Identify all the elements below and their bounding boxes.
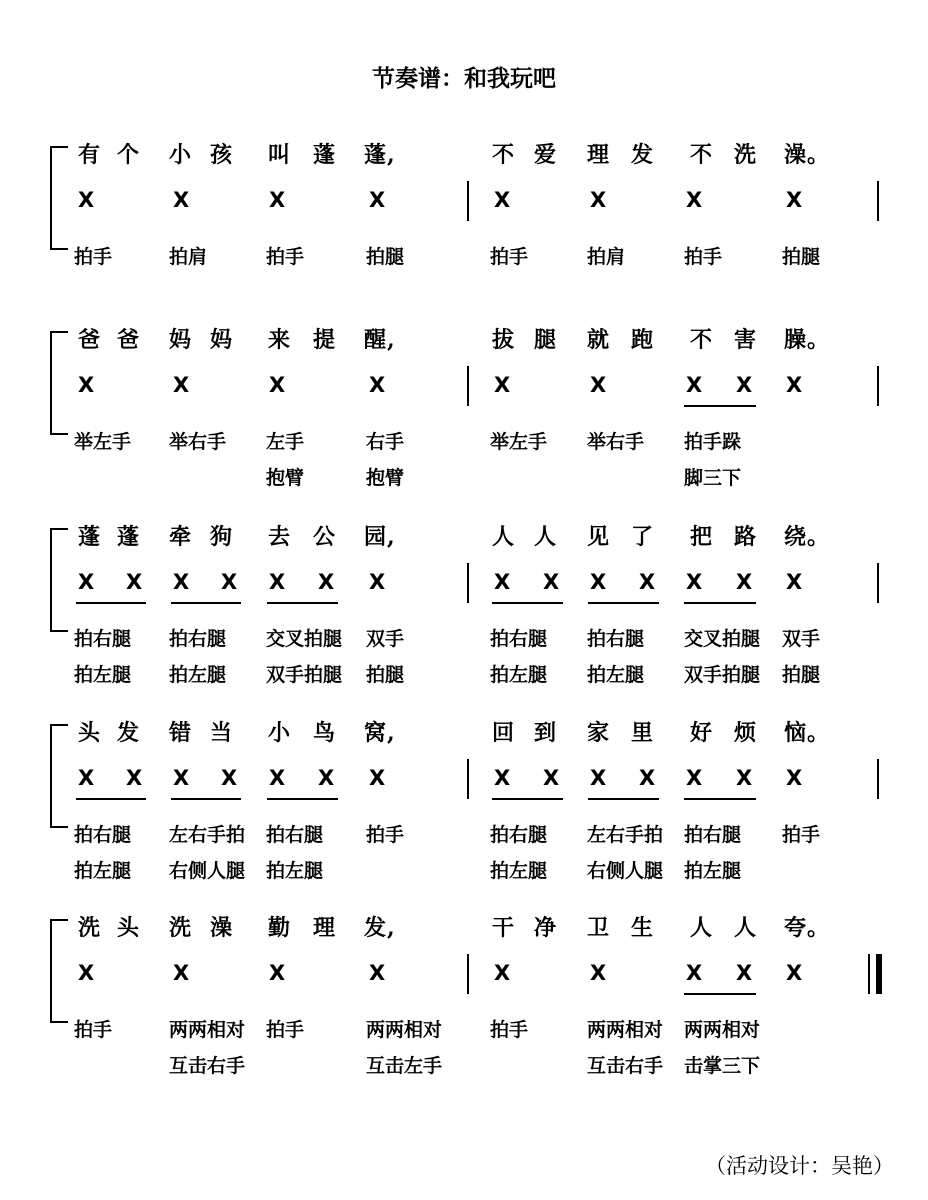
- beat-x: X: [78, 188, 95, 212]
- lyric-char: 卫: [587, 915, 611, 941]
- beat-x: X: [269, 188, 286, 212]
- activity-credit: （活动设计：吴艳）: [705, 1154, 894, 1178]
- action-label-line2: 脚三下: [684, 467, 742, 489]
- action-label: 两两相对: [684, 1019, 761, 1041]
- lyric-char: 臊。: [784, 327, 831, 353]
- beat-x: X: [269, 373, 286, 397]
- lyric-char: 洗: [734, 142, 758, 168]
- lyric-char: 净: [534, 915, 558, 941]
- eighth-beam: [684, 993, 756, 995]
- action-label-line2: 抱臂: [366, 467, 405, 489]
- bracket-top-hook: [50, 919, 68, 921]
- lyric-char: 个: [117, 142, 141, 168]
- bracket-top-hook: [50, 146, 68, 148]
- beat-x: X: [173, 188, 190, 212]
- lyric-char: 小: [268, 720, 292, 746]
- action-label-line2: 互击右手: [169, 1055, 246, 1077]
- lyric-char: 公: [313, 524, 337, 550]
- action-label-line2: 拍腿: [782, 664, 821, 686]
- bar-line-end: [877, 181, 879, 221]
- bracket-top-hook: [50, 331, 68, 333]
- lyric-char: 人: [690, 915, 714, 941]
- lyric-char: 醒,: [364, 327, 396, 353]
- action-label-line2: 抱臂: [266, 467, 305, 489]
- lyric-char: 狗: [210, 524, 234, 550]
- lyric-char: 回: [492, 720, 516, 746]
- beat-x: X: [786, 766, 803, 790]
- action-label: 拍手: [490, 246, 529, 268]
- lyric-char: 腿: [534, 327, 558, 353]
- lyric-char: 妈: [169, 327, 193, 353]
- eighth-beam: [588, 602, 659, 604]
- action-label-line2: 拍左腿: [74, 664, 132, 686]
- beat-x: X: [590, 373, 607, 397]
- lyric-char: 窝,: [364, 720, 396, 746]
- lyric-char: 不: [492, 142, 516, 168]
- bar-line-end: [877, 759, 879, 799]
- beat-x: X: [736, 961, 753, 985]
- bar-line: [467, 563, 469, 603]
- eighth-beam: [492, 798, 563, 800]
- action-label: 拍手: [266, 246, 305, 268]
- action-label-line2: 双手拍腿: [684, 664, 761, 686]
- lyric-char: 见: [587, 524, 611, 550]
- system-bracket: [50, 724, 52, 828]
- lyric-char: 来: [268, 327, 292, 353]
- beat-x: X: [686, 961, 703, 985]
- action-label-line2: 双手拍腿: [266, 664, 343, 686]
- action-label: 左右手拍: [587, 824, 664, 846]
- lyric-char: 妈: [210, 327, 234, 353]
- action-label: 拍肩: [169, 246, 208, 268]
- action-label: 左手: [266, 431, 305, 453]
- lyric-char: 爸: [117, 327, 141, 353]
- action-label-line2: 拍左腿: [684, 860, 742, 882]
- action-label: 左右手拍: [169, 824, 246, 846]
- beat-x: X: [590, 766, 607, 790]
- beat-x: X: [494, 373, 511, 397]
- beat-x: X: [686, 766, 703, 790]
- action-label: 拍手: [684, 246, 723, 268]
- action-label-line2: 拍左腿: [169, 664, 227, 686]
- action-label-line2: 右侧人腿: [587, 860, 664, 882]
- beat-x: X: [369, 373, 386, 397]
- lyric-char: 人: [534, 524, 558, 550]
- action-label: 拍右腿: [490, 824, 548, 846]
- lyric-char: 有: [78, 142, 102, 168]
- beat-x: X: [78, 570, 95, 594]
- action-label: 拍右腿: [490, 628, 548, 650]
- beat-x: X: [590, 961, 607, 985]
- action-label: 交叉拍腿: [266, 628, 343, 650]
- lyric-char: 把: [690, 524, 714, 550]
- beat-x: X: [126, 570, 143, 594]
- lyric-char: 小: [169, 142, 193, 168]
- eighth-beam: [76, 602, 146, 604]
- action-label: 举左手: [490, 431, 548, 453]
- action-label: 拍右腿: [587, 628, 645, 650]
- lyric-char: 园,: [364, 524, 396, 550]
- beat-x: X: [78, 373, 95, 397]
- beat-x: X: [590, 188, 607, 212]
- action-label-line2: 拍腿: [366, 664, 405, 686]
- bracket-top-hook: [50, 724, 68, 726]
- lyric-char: 到: [534, 720, 558, 746]
- beat-x: X: [173, 373, 190, 397]
- lyric-char: 蓬: [78, 524, 102, 550]
- beat-x: X: [736, 373, 753, 397]
- lyric-char: 烦: [734, 720, 758, 746]
- lyric-char: 跑: [631, 327, 655, 353]
- beat-x: X: [686, 373, 703, 397]
- lyric-char: 当: [210, 720, 234, 746]
- beat-x: X: [786, 373, 803, 397]
- action-label: 拍右腿: [169, 628, 227, 650]
- lyric-char: 鸟: [313, 720, 337, 746]
- lyric-char: 爸: [78, 327, 102, 353]
- action-label: 拍右腿: [684, 824, 742, 846]
- action-label: 拍腿: [782, 246, 821, 268]
- bar-line: [467, 366, 469, 406]
- lyric-char: 头: [78, 720, 102, 746]
- beat-x: X: [369, 961, 386, 985]
- eighth-beam: [492, 602, 563, 604]
- lyric-char: 就: [587, 327, 611, 353]
- lyric-char: 不: [690, 327, 714, 353]
- beat-x: X: [369, 188, 386, 212]
- lyric-char: 爱: [534, 142, 558, 168]
- beat-x: X: [318, 766, 335, 790]
- action-label: 两两相对: [169, 1019, 246, 1041]
- action-label: 拍手: [490, 1019, 529, 1041]
- bar-line: [467, 181, 469, 221]
- lyric-char: 理: [587, 142, 611, 168]
- action-label-line2: 拍左腿: [266, 860, 324, 882]
- eighth-beam: [171, 602, 241, 604]
- beat-x: X: [269, 766, 286, 790]
- action-label: 拍右腿: [74, 628, 132, 650]
- beat-x: X: [269, 570, 286, 594]
- beat-x: X: [78, 961, 95, 985]
- eighth-beam: [267, 602, 338, 604]
- action-label: 拍手跺: [684, 431, 742, 453]
- beat-x: X: [318, 570, 335, 594]
- final-bar-thin: [868, 954, 870, 994]
- lyric-char: 里: [631, 720, 655, 746]
- lyric-char: 路: [734, 524, 758, 550]
- eighth-beam: [684, 798, 756, 800]
- action-label: 右手: [366, 431, 405, 453]
- lyric-char: 错: [169, 720, 193, 746]
- system-bracket: [50, 919, 52, 1023]
- action-label-line2: 拍左腿: [74, 860, 132, 882]
- lyric-char: 发: [631, 142, 655, 168]
- action-label: 双手: [782, 628, 821, 650]
- action-label: 拍手: [266, 1019, 305, 1041]
- action-label: 拍手: [366, 824, 405, 846]
- action-label-line2: 拍左腿: [490, 664, 548, 686]
- action-label-line2: 互击右手: [587, 1055, 664, 1077]
- action-label: 拍肩: [587, 246, 626, 268]
- beat-x: X: [686, 570, 703, 594]
- beat-x: X: [221, 570, 238, 594]
- action-label: 举左手: [74, 431, 132, 453]
- lyric-char: 发: [117, 720, 141, 746]
- lyric-char: 蓬: [313, 142, 337, 168]
- bracket-bottom-hook: [50, 630, 68, 632]
- bar-line: [467, 759, 469, 799]
- beat-x: X: [543, 570, 560, 594]
- beat-x: X: [786, 188, 803, 212]
- beat-x: X: [686, 188, 703, 212]
- beat-x: X: [173, 961, 190, 985]
- lyric-char: 去: [268, 524, 292, 550]
- beat-x: X: [126, 766, 143, 790]
- beat-x: X: [369, 766, 386, 790]
- beat-x: X: [590, 570, 607, 594]
- action-label: 两两相对: [366, 1019, 443, 1041]
- lyric-char: 蓬,: [364, 142, 396, 168]
- action-label: 拍腿: [366, 246, 405, 268]
- system-bracket: [50, 146, 52, 250]
- eighth-beam: [171, 798, 241, 800]
- bracket-bottom-hook: [50, 248, 68, 250]
- lyric-char: 头: [117, 915, 141, 941]
- beat-x: X: [221, 766, 238, 790]
- action-label: 拍手: [782, 824, 821, 846]
- beat-x: X: [269, 961, 286, 985]
- eighth-beam: [267, 798, 338, 800]
- action-label-line2: 互击左手: [366, 1055, 443, 1077]
- beat-x: X: [173, 570, 190, 594]
- lyric-char: 人: [734, 915, 758, 941]
- beat-x: X: [494, 188, 511, 212]
- page-title: 节奏谱：和我玩吧: [372, 66, 556, 92]
- beat-x: X: [494, 961, 511, 985]
- action-label: 举右手: [587, 431, 645, 453]
- beat-x: X: [369, 570, 386, 594]
- system-bracket: [50, 331, 52, 435]
- lyric-char: 提: [313, 327, 337, 353]
- bar-line-end: [877, 366, 879, 406]
- lyric-char: 绕。: [784, 524, 831, 550]
- beat-x: X: [736, 766, 753, 790]
- beat-x: X: [786, 570, 803, 594]
- lyric-char: 澡: [210, 915, 234, 941]
- lyric-char: 不: [690, 142, 714, 168]
- action-label: 交叉拍腿: [684, 628, 761, 650]
- system-bracket: [50, 528, 52, 632]
- bracket-top-hook: [50, 528, 68, 530]
- eighth-beam: [684, 405, 756, 407]
- beat-x: X: [786, 961, 803, 985]
- action-label: 拍右腿: [266, 824, 324, 846]
- beat-x: X: [639, 766, 656, 790]
- beat-x: X: [78, 766, 95, 790]
- lyric-char: 叫: [268, 142, 292, 168]
- bracket-bottom-hook: [50, 433, 68, 435]
- beat-x: X: [639, 570, 656, 594]
- lyric-char: 干: [492, 915, 516, 941]
- lyric-char: 牵: [169, 524, 193, 550]
- action-label: 拍右腿: [74, 824, 132, 846]
- lyric-char: 家: [587, 720, 611, 746]
- lyric-char: 生: [631, 915, 655, 941]
- lyric-char: 理: [313, 915, 337, 941]
- beat-x: X: [173, 766, 190, 790]
- lyric-char: 孩: [210, 142, 234, 168]
- lyric-char: 了: [631, 524, 655, 550]
- eighth-beam: [76, 798, 146, 800]
- lyric-char: 好: [690, 720, 714, 746]
- lyric-char: 发,: [364, 915, 396, 941]
- eighth-beam: [684, 602, 756, 604]
- lyric-char: 勤: [268, 915, 292, 941]
- action-label: 拍手: [74, 246, 113, 268]
- lyric-char: 拔: [492, 327, 516, 353]
- action-label-line2: 右侧人腿: [169, 860, 246, 882]
- action-label-line2: 拍左腿: [490, 860, 548, 882]
- lyric-char: 澡。: [784, 142, 831, 168]
- bracket-bottom-hook: [50, 826, 68, 828]
- lyric-char: 恼。: [784, 720, 831, 746]
- beat-x: X: [494, 766, 511, 790]
- final-bar-thick: [876, 954, 882, 994]
- action-label: 两两相对: [587, 1019, 664, 1041]
- lyric-char: 洗: [169, 915, 193, 941]
- lyric-char: 人: [492, 524, 516, 550]
- lyric-char: 夸。: [784, 915, 831, 941]
- bar-line-end: [877, 563, 879, 603]
- lyric-char: 害: [734, 327, 758, 353]
- beat-x: X: [494, 570, 511, 594]
- bar-line: [467, 954, 469, 994]
- action-label: 拍手: [74, 1019, 113, 1041]
- action-label-line2: 击掌三下: [684, 1055, 761, 1077]
- action-label: 双手: [366, 628, 405, 650]
- beat-x: X: [736, 570, 753, 594]
- eighth-beam: [588, 798, 659, 800]
- beat-x: X: [543, 766, 560, 790]
- action-label: 举右手: [169, 431, 227, 453]
- lyric-char: 洗: [78, 915, 102, 941]
- lyric-char: 蓬: [117, 524, 141, 550]
- action-label-line2: 拍左腿: [587, 664, 645, 686]
- bracket-bottom-hook: [50, 1021, 68, 1023]
